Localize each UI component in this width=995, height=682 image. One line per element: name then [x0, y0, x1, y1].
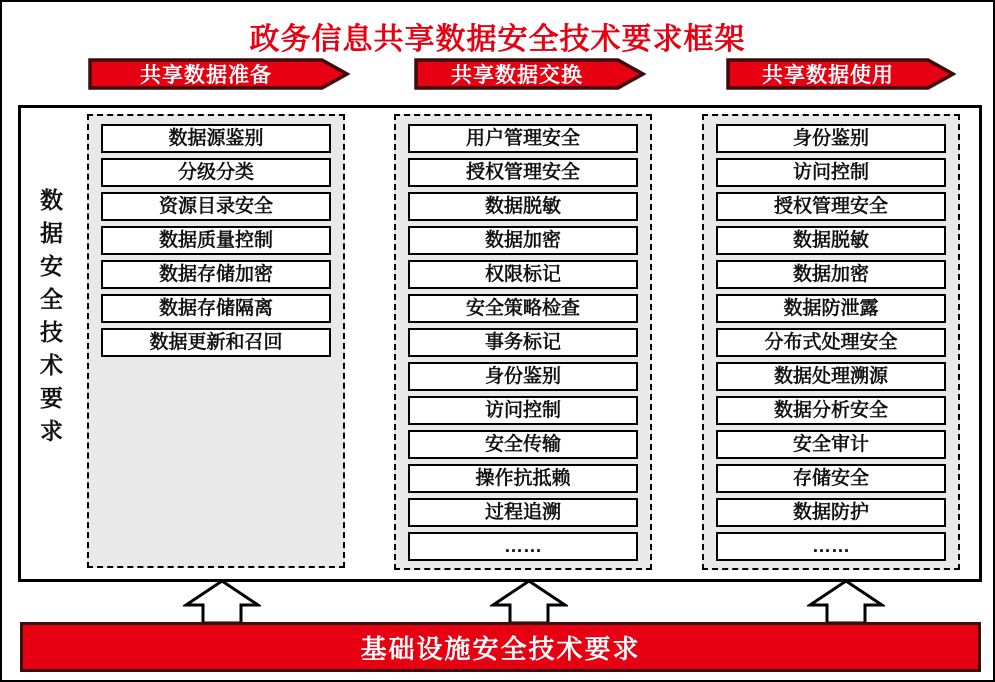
requirement-item: 授权管理安全	[716, 192, 946, 221]
requirement-item: 权限标记	[408, 260, 638, 289]
up-arrow-icon	[490, 579, 568, 625]
requirement-item: 身份鉴别	[408, 362, 638, 391]
requirement-item: 存储安全	[716, 464, 946, 493]
requirement-item: 数据质量控制	[101, 226, 331, 255]
requirement-item: 用户管理安全	[408, 124, 638, 153]
requirement-item: 身份鉴别	[716, 124, 946, 153]
up-arrow-icon	[807, 579, 885, 625]
infrastructure-banner	[20, 622, 981, 672]
requirement-item: 访问控制	[408, 396, 638, 425]
requirement-item: 数据加密	[408, 226, 638, 255]
column-data-usage	[702, 114, 960, 570]
infrastructure-banner-label: 基础设施安全技术要求	[360, 633, 641, 664]
requirement-item: 数据脱敏	[716, 226, 946, 255]
requirement-item: 数据处理溯源	[716, 362, 946, 391]
requirement-item: 分级分类	[101, 158, 331, 187]
stage-banner-preparation	[88, 58, 350, 90]
requirement-item: 数据更新和召回	[101, 328, 331, 357]
stage-banner-label: 共享数据交换	[451, 64, 583, 87]
requirement-item: 安全传输	[408, 430, 638, 459]
column-data-preparation	[87, 114, 345, 568]
up-arrow-icon	[183, 579, 261, 625]
requirement-item: 数据存储隔离	[101, 294, 331, 323]
requirement-item: 数据存储加密	[101, 260, 331, 289]
requirement-item: 数据脱敏	[408, 192, 638, 221]
stage-banner-usage	[726, 58, 956, 90]
requirement-item: 数据防泄露	[716, 294, 946, 323]
requirement-item: 安全审计	[716, 430, 946, 459]
requirement-item: 操作抗抵赖	[408, 464, 638, 493]
diagram-title: 政务信息共享数据安全技术要求框架	[249, 23, 746, 56]
requirement-item: ……	[716, 532, 946, 561]
requirement-item: 数据分析安全	[716, 396, 946, 425]
requirement-item: 数据源鉴别	[101, 124, 331, 153]
requirement-item: ……	[408, 532, 638, 561]
requirement-item: 访问控制	[716, 158, 946, 187]
requirement-list	[101, 124, 331, 357]
requirement-list	[408, 124, 638, 561]
column-data-exchange	[394, 114, 652, 570]
requirement-item: 授权管理安全	[408, 158, 638, 187]
stage-banner-label: 共享数据使用	[762, 64, 894, 87]
requirement-item: 过程追溯	[408, 498, 638, 527]
stage-banner-label: 共享数据准备	[140, 64, 272, 87]
requirement-item: 资源目录安全	[101, 192, 331, 221]
requirement-item: 安全策略检查	[408, 294, 638, 323]
stage-banner-exchange	[414, 58, 646, 90]
requirement-item: 分布式处理安全	[716, 328, 946, 357]
requirement-item: 数据加密	[716, 260, 946, 289]
requirement-item: 事务标记	[408, 328, 638, 357]
requirement-list	[716, 124, 946, 561]
side-label-vertical: 数据安全技术要求	[37, 188, 63, 452]
requirement-item: 数据防护	[716, 498, 946, 527]
